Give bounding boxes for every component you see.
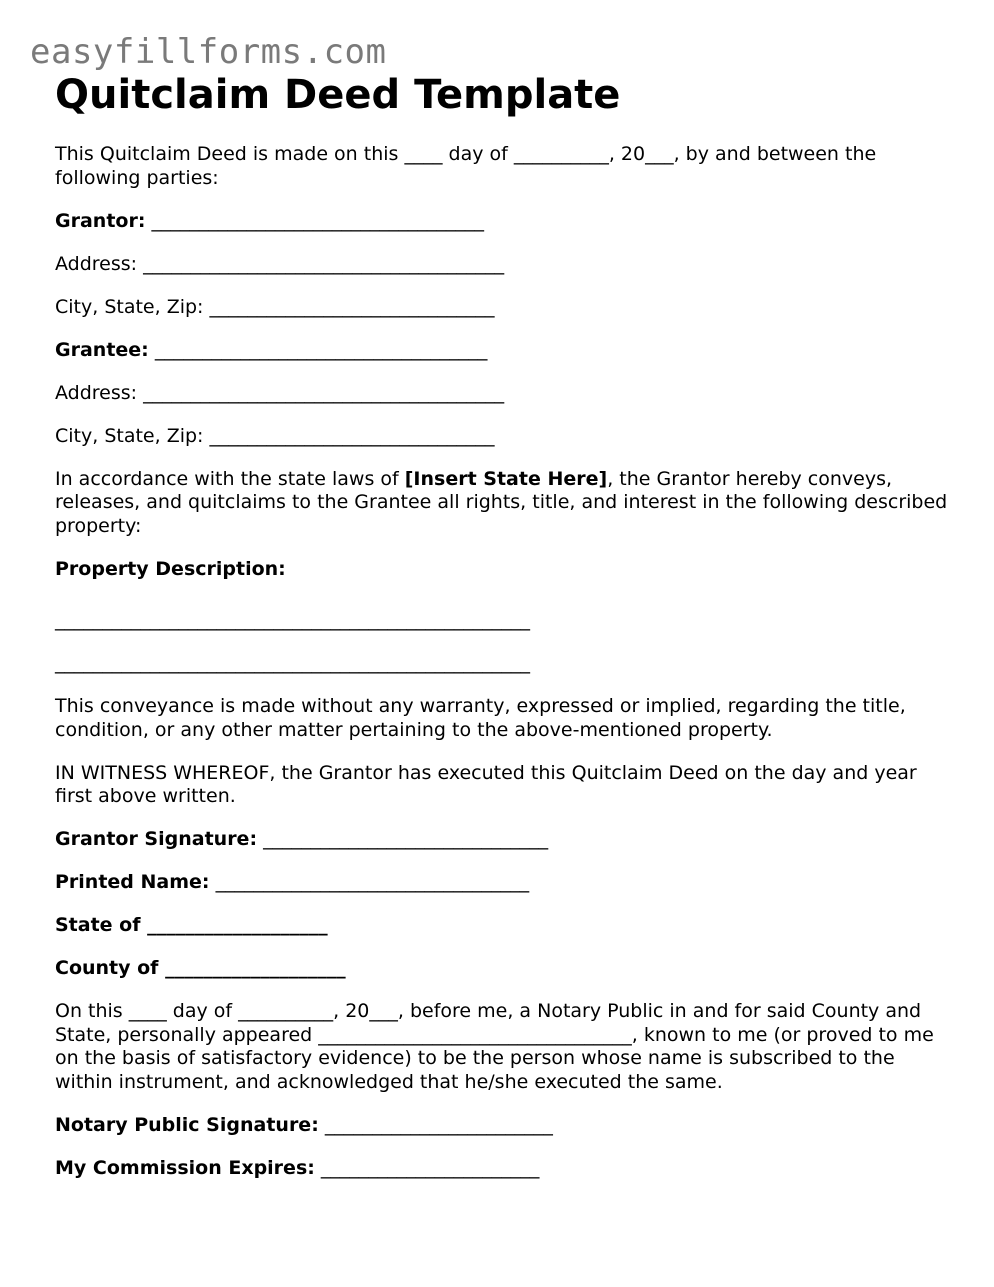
commission-expires-line: [55, 1157, 950, 1181]
notary-signature-field[interactable]: ________________________: [318, 1113, 553, 1136]
printed-name-line: [55, 871, 950, 895]
grantee-city-line: [55, 425, 950, 449]
printed-name-field[interactable]: _________________________________: [209, 871, 530, 893]
grantor-address-label: Address:: [55, 252, 138, 275]
grantee-line: [55, 339, 950, 363]
state-placeholder[interactable]: [Insert State Here]: [404, 467, 608, 490]
conveyance-text-before: In accordance with the state laws of: [55, 467, 405, 490]
commission-expires-label: My Commission Expires:: [55, 1156, 315, 1179]
county-of-field[interactable]: ___________________: [158, 957, 346, 979]
grantee-field[interactable]: ___________________________________: [148, 338, 488, 361]
property-description-label: Property Description:: [55, 557, 286, 580]
grantor-address-field[interactable]: ______________________________________: [137, 252, 505, 275]
grantor-field[interactable]: ___________________________________: [145, 209, 484, 232]
grantor-city-field[interactable]: ______________________________: [203, 295, 495, 318]
grantor-signature-line: [55, 828, 950, 852]
notary-paragraph: On this ____ day of __________, 20___, before me, a Notary Public in and for said County and State, personally appeared _________________________________, known to me (or proved to me on the basis of satisfactory evidence) to be the person whose name is subscribed to the within instrument, and acknowledged that he/she executed the same.: [55, 1000, 934, 1093]
property-description-line-2[interactable]: __________________________________________________: [55, 652, 530, 674]
grantee-city-label: City, State, Zip:: [55, 424, 204, 447]
warranty-paragraph: This conveyance is made without any warranty, expressed or implied, regarding the title, condition, or any other matter pertaining to the above-mentioned property.: [55, 695, 906, 741]
county-of-line: [55, 957, 950, 981]
grantor-city-label: City, State, Zip:: [55, 295, 204, 318]
commission-expires-field[interactable]: _______________________: [314, 1156, 540, 1179]
state-of-field[interactable]: ___________________: [140, 914, 328, 936]
printed-name-label: Printed Name:: [55, 871, 210, 893]
witness-paragraph: IN WITNESS WHEREOF, the Grantor has executed this Quitclaim Deed on the day and year first above written.: [55, 761, 917, 807]
conveyance-text-after: , the Grantor hereby conveys, releases, and quitclaims to the Grantee all rights, title, and interest in the following described property:: [55, 467, 948, 537]
grantor-signature-label: Grantor Signature:: [55, 828, 258, 850]
intro-paragraph: This Quitclaim Deed is made on this ____ day of __________, 20___, by and between the following parties:: [55, 143, 877, 189]
state-of-label: State of: [55, 914, 141, 936]
grantor-line: [55, 210, 950, 234]
grantee-address-line: [55, 382, 950, 406]
page-title: Quitclaim Deed Template: [55, 72, 621, 118]
grantor-city-line: [55, 296, 950, 320]
state-of-line: [55, 914, 950, 938]
conveyance-paragraph: [55, 468, 950, 539]
grantor-signature-field[interactable]: ______________________________: [257, 828, 549, 850]
notary-signature-label: Notary Public Signature:: [55, 1113, 319, 1136]
notary-signature-line: [55, 1114, 950, 1138]
grantee-address-label: Address:: [55, 381, 138, 404]
county-of-label: County of: [55, 957, 159, 979]
grantee-address-field[interactable]: ______________________________________: [137, 381, 505, 404]
watermark-text: easyfillforms.com: [30, 32, 387, 72]
grantee-label: Grantee:: [55, 338, 149, 361]
property-description-heading: [55, 558, 950, 582]
property-description-line-1[interactable]: __________________________________________________: [55, 609, 530, 631]
grantee-city-field[interactable]: ______________________________: [203, 424, 495, 447]
grantor-label: Grantor:: [55, 209, 146, 232]
grantor-address-line: [55, 253, 950, 277]
document-body: [55, 143, 950, 1200]
